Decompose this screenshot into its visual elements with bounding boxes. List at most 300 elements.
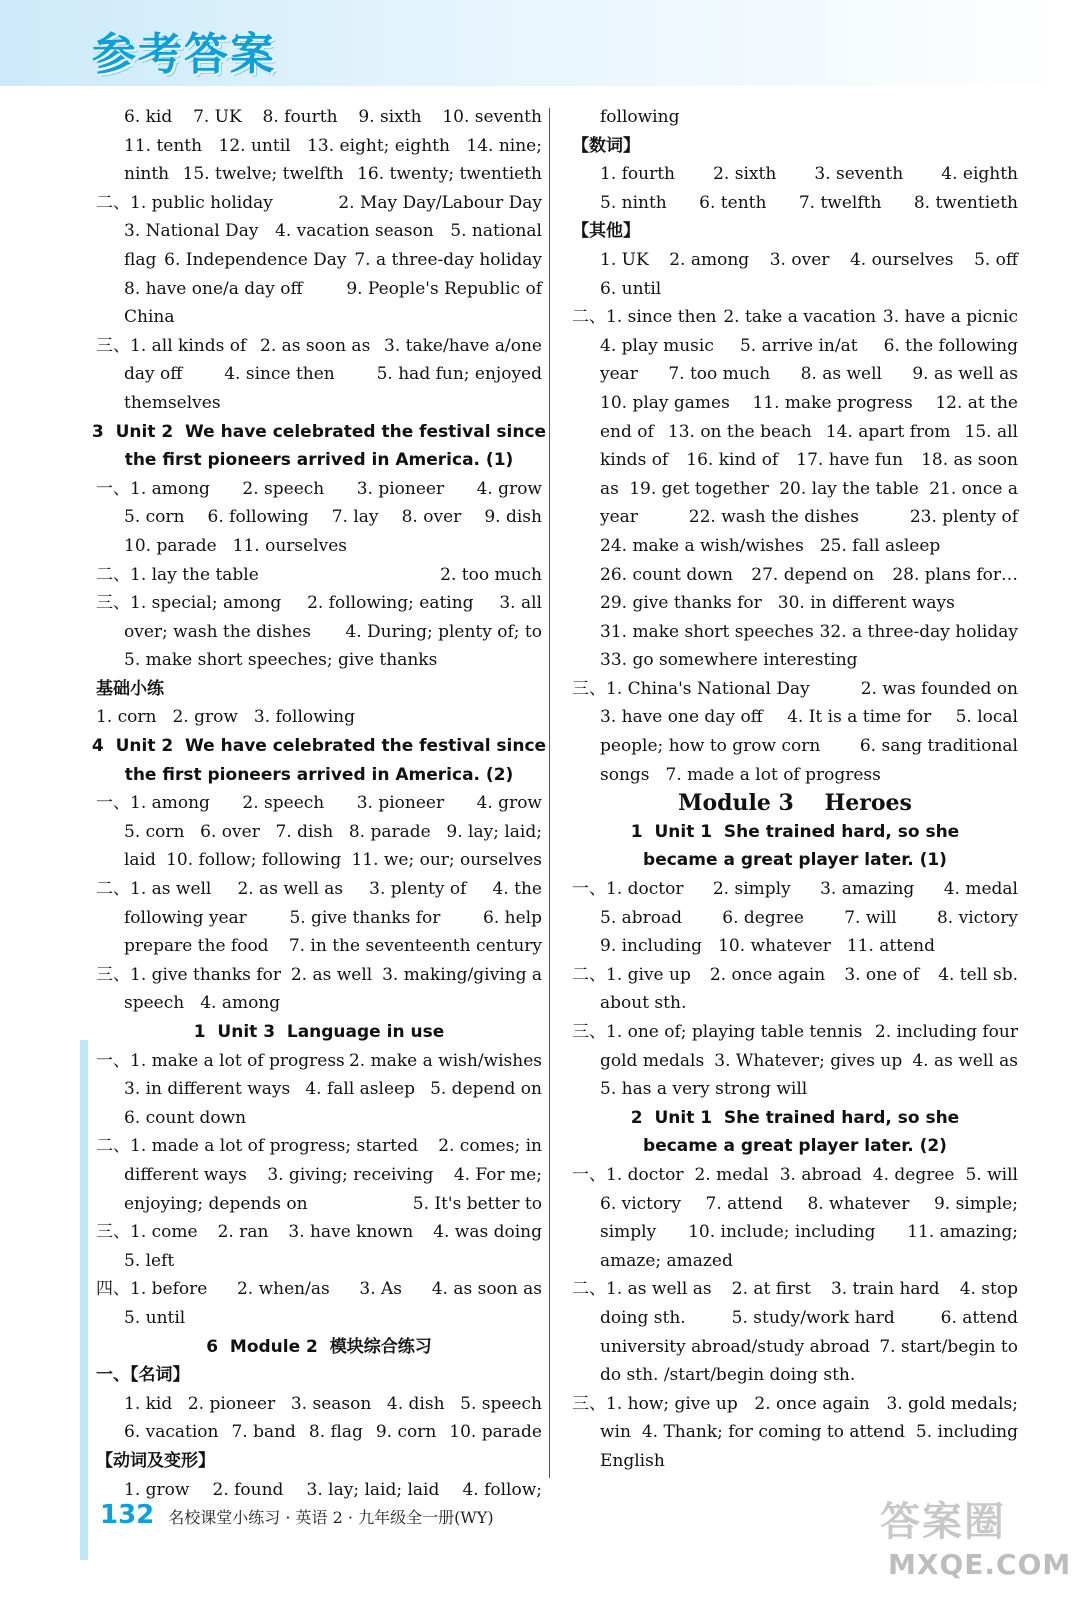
book-title: 名校课堂小练习 · 英语 2 · 九年级全一册(WY) xyxy=(168,1508,494,1527)
answer-item: day off xyxy=(124,364,183,385)
answer-item: 22. wash the dishes xyxy=(688,507,860,528)
right-column-line xyxy=(572,789,1018,818)
right-column-line xyxy=(572,132,1018,161)
answer-item: 三、1. give thanks for xyxy=(96,964,281,985)
answer-item: 基础小练 xyxy=(96,678,164,699)
right-column-line xyxy=(572,932,1018,961)
answer-item: 6. count down xyxy=(124,1107,247,1128)
answer-item: 2. take a vacation xyxy=(723,307,877,328)
answer-item: 三、1. how; give up xyxy=(572,1393,738,1414)
right-column-line xyxy=(572,1247,1018,1276)
answer-item: the first pioneers arrived in America. (1) xyxy=(124,450,514,471)
left-column-line xyxy=(96,875,542,904)
answer-item: 5. corn xyxy=(124,507,185,528)
answer-item: 8. parade xyxy=(348,821,431,842)
left-column-line xyxy=(91,732,547,761)
answer-item: 7. made a lot of progress xyxy=(665,764,881,785)
left-column-line xyxy=(96,1361,542,1390)
answer-item: 1. corn xyxy=(96,707,157,728)
right-column-line xyxy=(572,189,1018,218)
answer-item: following year xyxy=(124,907,247,928)
right-column-line xyxy=(572,1361,1018,1390)
answer-item: 9. sixth xyxy=(358,107,422,127)
answer-item: 二、1. public holiday xyxy=(96,192,273,213)
answer-item: Module 3 Heroes xyxy=(678,790,912,817)
answer-item: 6. the following xyxy=(883,335,1018,356)
margin-accent-bar xyxy=(80,1040,88,1560)
answer-item: China xyxy=(124,307,175,328)
answer-item: 2. as well as xyxy=(237,879,344,900)
answer-item: 1 Unit 1 She trained hard, so she xyxy=(630,821,960,842)
left-column-line xyxy=(91,418,547,447)
right-column-line xyxy=(572,1161,1018,1190)
right-column-line xyxy=(572,761,1018,790)
answer-item: 9. dish xyxy=(484,507,542,528)
answer-item: 4. since then xyxy=(224,364,335,385)
right-column-line xyxy=(572,332,1018,361)
answer-item: 2. once again xyxy=(754,1393,870,1414)
left-column-line xyxy=(96,989,542,1018)
answer-item: 18. as soon xyxy=(921,450,1018,471)
answer-item: 三、1. all kinds of xyxy=(96,335,247,356)
right-column-line xyxy=(572,1075,1018,1104)
answer-item: 3. pioneer xyxy=(356,478,445,499)
answer-item: 四、1. before xyxy=(96,1279,208,1300)
answer-item: 【动词及变形】 xyxy=(96,1450,215,1471)
answer-item: 6. attend xyxy=(940,1307,1018,1328)
answer-item: 2. comes; in xyxy=(438,1136,542,1157)
answer-item: 4. eighth xyxy=(941,164,1018,185)
answer-item: 10. play games xyxy=(600,392,730,413)
answer-item: 7. dish xyxy=(275,821,334,842)
answer-item: 一、1. among xyxy=(96,793,210,814)
answer-item: 6. help xyxy=(483,907,542,928)
answer-item: 4. grow xyxy=(476,478,542,499)
answer-item: 7. UK xyxy=(193,107,242,127)
answer-item: 7. attend xyxy=(705,1193,783,1214)
answer-item: 3. have one day off xyxy=(600,707,763,728)
answer-item: 3. seventh xyxy=(814,164,904,185)
answer-item: 6. Independence Day xyxy=(164,249,347,270)
left-column-line xyxy=(96,389,542,418)
answer-item: 33. go somewhere interesting xyxy=(600,650,858,671)
answer-item: 6. victory xyxy=(600,1193,681,1214)
answer-item: 20. lay the table xyxy=(779,478,919,499)
answer-item: 4. It is a time for xyxy=(787,707,932,728)
answer-item: 7. in the seventeenth century xyxy=(288,936,542,957)
answer-item: 一、【名词】 xyxy=(96,1365,190,1386)
answer-item: 3. season xyxy=(290,1393,372,1414)
answer-item: 10. parade xyxy=(449,1422,542,1443)
answer-item: 二、1. as well xyxy=(96,879,212,900)
right-column-line xyxy=(572,1447,1018,1476)
answer-item: 5. ninth xyxy=(600,192,667,213)
answer-item: 26. count down xyxy=(600,564,733,585)
answer-item: 7. band xyxy=(231,1422,296,1443)
answer-item: 2. simply xyxy=(712,879,791,900)
answer-item: 11. we; our; ourselves xyxy=(351,850,542,871)
left-column-line xyxy=(96,1161,542,1190)
answer-item: 9. including xyxy=(600,936,703,957)
answer-item: 二、1. lay the table xyxy=(96,564,259,585)
answer-item: 2. among xyxy=(669,249,750,270)
answer-item: 11. amazing; xyxy=(907,1222,1018,1243)
answer-item: 1 Unit 3 Language in use xyxy=(193,1022,445,1042)
answer-item: 15. all xyxy=(964,421,1018,442)
answer-item: 5. abroad xyxy=(600,907,683,928)
answer-item: 5. including xyxy=(915,1422,1018,1443)
left-column-line xyxy=(96,1104,542,1133)
left-column-line xyxy=(96,761,542,790)
answer-item: 14. apart from xyxy=(825,421,951,442)
answer-item: 5. until xyxy=(124,1307,186,1328)
left-column-line xyxy=(96,132,542,161)
answer-item: 31. make short speeches xyxy=(600,621,814,642)
answer-item: 7. a three-day holiday xyxy=(354,249,542,270)
answer-item: do sth. /start/begin doing sth. xyxy=(600,1365,856,1386)
answer-item: university abroad/study abroad xyxy=(600,1336,871,1357)
answer-item: 9. simple; xyxy=(933,1193,1018,1214)
answer-item: 3. over xyxy=(769,249,830,270)
right-column-line xyxy=(572,475,1018,504)
right-column-line xyxy=(572,503,1018,532)
answer-item: 2. May Day/Labour Day xyxy=(338,192,542,213)
right-column-line xyxy=(572,1304,1018,1333)
right-answer-column xyxy=(572,103,1018,1476)
answer-item: 4. was doing xyxy=(433,1222,542,1243)
answer-item: 3. making/giving a xyxy=(382,964,542,985)
answer-item: 28. plans for… xyxy=(892,564,1018,585)
answer-item: 4. stop xyxy=(959,1279,1018,1300)
answer-item: 27. depend on xyxy=(751,564,875,585)
answer-item: 2 Unit 1 She trained hard, so she xyxy=(630,1107,960,1128)
answer-item: 2. speech xyxy=(242,793,325,814)
right-column-line xyxy=(572,418,1018,447)
answer-item: themselves xyxy=(124,392,221,413)
answer-item: became a great player later. (1) xyxy=(643,850,947,871)
right-column-line xyxy=(572,217,1018,246)
answer-item: 10. seventh xyxy=(442,107,542,127)
left-column-line xyxy=(96,246,542,275)
right-column-line xyxy=(572,561,1018,590)
answer-item: 5. will xyxy=(965,1164,1018,1185)
answer-item: 1. grow xyxy=(124,1479,190,1500)
answer-item: people; how to grow corn xyxy=(600,736,821,757)
left-column-line xyxy=(96,532,542,561)
answer-item: 3. giving; receiving xyxy=(267,1164,434,1185)
right-column-line xyxy=(572,1218,1018,1247)
answer-item: 5. left xyxy=(124,1250,175,1271)
answer-item: 16. kind of xyxy=(686,450,779,471)
answer-item: 23. plenty of xyxy=(909,507,1018,528)
right-column-line xyxy=(572,675,1018,704)
left-column-line xyxy=(96,303,542,332)
answer-item: 5. national xyxy=(450,221,542,242)
left-column-line xyxy=(96,1247,542,1276)
answer-item: 二、1. since then xyxy=(572,307,717,328)
answer-item: 3. have known xyxy=(288,1222,414,1243)
answer-item: 5. give thanks for xyxy=(289,907,441,928)
answer-item: 2. once again xyxy=(709,964,826,985)
answer-item: 3. pioneer xyxy=(356,793,445,814)
right-column-line xyxy=(572,732,1018,761)
watermark-text: 答案圈 xyxy=(880,1499,1006,1545)
right-column-line xyxy=(572,160,1018,189)
left-column-line xyxy=(96,1218,542,1247)
answer-item: 4. For me; xyxy=(453,1164,542,1185)
column-divider xyxy=(549,108,550,1478)
answer-item: 10. include; including xyxy=(688,1222,876,1243)
right-column-line xyxy=(572,1333,1018,1362)
answer-item: prepare the food xyxy=(124,936,269,957)
answer-item: win xyxy=(600,1422,631,1443)
answer-item: 2. make a wish/wishes xyxy=(348,1050,542,1071)
left-column-line xyxy=(96,1047,542,1076)
answer-item: 3. National Day xyxy=(124,221,259,242)
answer-item: 29. give thanks for xyxy=(600,593,762,614)
answer-item: 13. eight; eighth xyxy=(307,135,450,156)
answer-item: year xyxy=(600,507,638,528)
left-column-line xyxy=(96,103,542,132)
answer-item: simply xyxy=(600,1222,657,1243)
answer-item: 6. sang traditional xyxy=(859,736,1018,757)
answer-item: 3 Unit 2 We have celebrated the festival since xyxy=(91,421,547,442)
answer-item: 【数词】 xyxy=(572,135,640,156)
answer-item: 二、1. give up xyxy=(572,964,691,985)
answer-item: 10. whatever xyxy=(718,936,831,957)
answer-item: 4. tell sb. xyxy=(938,964,1018,985)
answer-item: amaze; amazed xyxy=(600,1250,733,1271)
answer-item: enjoying; depends on xyxy=(124,1193,308,1214)
right-column-line xyxy=(572,589,1018,618)
answer-item: 8. fourth xyxy=(262,107,338,127)
left-column-line xyxy=(96,789,542,818)
answer-item: 一、1. doctor xyxy=(572,1164,684,1185)
answer-item: 3. Whatever; gives up xyxy=(714,1050,903,1071)
answer-item: 三、1. special; among xyxy=(96,593,282,614)
answer-item: 9. lay; laid; xyxy=(446,821,542,842)
answer-item: 8. over xyxy=(401,507,462,528)
page-footer xyxy=(100,1500,494,1530)
answer-item: 5. study/work hard xyxy=(731,1307,895,1328)
right-column-line xyxy=(572,875,1018,904)
answer-item: 4. Thank; for coming to attend xyxy=(641,1422,906,1443)
answer-item: 11. make progress xyxy=(752,392,913,413)
answer-item: the first pioneers arrived in America. (2) xyxy=(124,764,514,785)
answer-item: 3. lay; laid; laid xyxy=(306,1479,440,1500)
answer-item: speech xyxy=(124,993,185,1014)
answer-item: 3. gold medals; xyxy=(886,1393,1018,1414)
answer-item: 6. kid xyxy=(124,107,173,127)
answer-item: 2. ran xyxy=(217,1222,269,1243)
left-column-line xyxy=(96,332,542,361)
answer-item: 7. will xyxy=(844,907,897,928)
answer-item: 9. as well as xyxy=(912,364,1018,385)
answer-item: 6. until xyxy=(600,278,662,299)
answer-item: 11. attend xyxy=(846,936,935,957)
right-column-line xyxy=(572,818,1018,847)
left-column-line xyxy=(96,475,542,504)
answer-item: English xyxy=(600,1450,665,1471)
answer-item: ninth xyxy=(124,164,170,185)
answer-item: 5. had fun; enjoyed xyxy=(376,364,542,385)
answer-item: 3. amazing xyxy=(820,879,915,900)
answer-item: 4. degree xyxy=(872,1164,955,1185)
page-title: 参考答案 xyxy=(92,29,276,80)
answer-item: 7. lay xyxy=(331,507,379,528)
left-column-line xyxy=(96,675,542,704)
answer-item: 11. tenth xyxy=(124,135,203,156)
right-column-line xyxy=(572,646,1018,675)
answer-item: 21. once a xyxy=(929,478,1018,499)
answer-item: 3. As xyxy=(359,1279,403,1300)
watermark-logo xyxy=(880,1490,1072,1590)
answer-item: 4. fall asleep xyxy=(305,1079,415,1100)
answer-item: 3. in different ways xyxy=(124,1079,291,1100)
answer-item: 2. including four xyxy=(874,1022,1018,1042)
answer-item: 三、1. come xyxy=(96,1222,198,1243)
answer-item: 4 Unit 2 We have celebrated the festival since xyxy=(91,736,547,757)
watermark-url: MXQE.COM xyxy=(888,1548,1072,1581)
answer-item: 6. over xyxy=(200,821,260,842)
answer-item: 6. degree xyxy=(722,907,804,928)
answer-item: 一、1. doctor xyxy=(572,879,684,900)
left-column-line xyxy=(96,932,542,961)
left-column-line xyxy=(96,1018,542,1047)
answer-item: 2. grow xyxy=(172,707,238,728)
answer-item: 三、1. one of; playing table tennis xyxy=(572,1022,863,1042)
answer-item: 30. in different ways xyxy=(777,593,955,614)
answer-item: 5. depend on xyxy=(430,1079,542,1100)
answer-item: 2. sixth xyxy=(713,164,777,185)
left-column-line xyxy=(96,589,542,618)
right-column-line xyxy=(572,446,1018,475)
left-column-line xyxy=(96,703,542,732)
answer-item: 10. parade xyxy=(124,535,217,556)
answer-item: 10. follow; following xyxy=(166,850,342,871)
answer-item: different ways xyxy=(124,1164,247,1185)
right-column-line xyxy=(572,360,1018,389)
answer-item: 5. corn xyxy=(124,821,185,842)
answer-item: became a great player later. (2) xyxy=(643,1136,947,1157)
right-column-line xyxy=(572,703,1018,732)
answer-item: 24. make a wish/wishes xyxy=(600,535,804,556)
answer-item: 8. whatever xyxy=(807,1193,910,1214)
right-column-line xyxy=(572,989,1018,1018)
answer-item: gold medals xyxy=(600,1050,705,1071)
left-column-line xyxy=(96,217,542,246)
answer-item: 6. following xyxy=(207,507,309,528)
answer-item: 2. speech xyxy=(242,478,325,499)
left-column-line xyxy=(96,618,542,647)
answer-item: 9. corn xyxy=(375,1422,437,1443)
answer-item: 2. medal xyxy=(694,1164,769,1185)
left-column-line xyxy=(96,846,542,875)
answer-item: 1. kid xyxy=(124,1393,173,1414)
answer-item: 11. ourselves xyxy=(232,535,348,556)
answer-item: 7. too much xyxy=(668,364,771,385)
answer-item: 2. when/as xyxy=(236,1279,330,1300)
left-column-line xyxy=(96,446,542,475)
answer-item: 14. nine; xyxy=(466,135,542,156)
left-column-line xyxy=(96,503,542,532)
answer-item: end of xyxy=(600,421,654,442)
answer-item: 19. get together xyxy=(629,478,769,499)
answer-item: 4. ourselves xyxy=(849,249,954,270)
answer-item: 5. arrive in/at xyxy=(739,335,858,356)
answer-item: 3. take/have a/one xyxy=(384,335,542,356)
answer-item: 3. train hard xyxy=(830,1279,940,1300)
answer-item: 2. found xyxy=(212,1479,284,1500)
left-column-line xyxy=(96,1418,542,1447)
left-column-line xyxy=(96,1275,542,1304)
right-column-line xyxy=(572,961,1018,990)
answer-item: 【其他】 xyxy=(572,221,640,242)
answer-item: 4. dish xyxy=(386,1393,445,1414)
left-column-line xyxy=(96,1132,542,1161)
right-column-line xyxy=(572,103,1018,132)
answer-item: 3. plenty of xyxy=(369,879,467,900)
left-column-line xyxy=(96,1390,542,1419)
answer-item: 3. one of xyxy=(844,964,920,985)
answer-item: 3. following xyxy=(253,707,355,728)
answer-item: 8. victory xyxy=(936,907,1018,928)
answer-item: 12. until xyxy=(218,135,291,156)
answer-item: 5. It's better to xyxy=(412,1193,542,1214)
right-column-line xyxy=(572,1418,1018,1447)
answer-item: 5. has a very strong will xyxy=(600,1079,808,1100)
left-column-line xyxy=(96,275,542,304)
answer-item: 5. speech xyxy=(460,1393,542,1414)
answer-item: 二、1. made a lot of progress; started xyxy=(96,1136,419,1157)
answer-item: 2. pioneer xyxy=(187,1393,276,1414)
answer-item: 2. at first xyxy=(731,1279,811,1300)
right-column-line xyxy=(572,904,1018,933)
answer-item: 二、1. as well as xyxy=(572,1279,712,1300)
answer-item: 4. During; plenty of; to xyxy=(345,621,542,642)
answer-item: 4. vacation season xyxy=(275,221,434,242)
answer-item: laid xyxy=(124,850,156,871)
answer-item: 8. as well xyxy=(800,364,882,385)
answer-item: 32. a three-day holiday xyxy=(819,621,1018,642)
answer-item: 4. the xyxy=(492,879,542,900)
answer-item: as xyxy=(600,478,619,499)
answer-item: 9. People's Republic of xyxy=(346,278,542,299)
answer-item: 5. local xyxy=(955,707,1018,728)
right-column-line xyxy=(572,1047,1018,1076)
answer-item: year xyxy=(600,364,638,385)
right-column-line xyxy=(572,303,1018,332)
answer-item: 8. have one/a day off xyxy=(124,278,303,299)
answer-item: 2. was founded on xyxy=(860,678,1018,699)
right-column-line xyxy=(572,532,1018,561)
left-column-line xyxy=(96,646,542,675)
left-column-line xyxy=(96,1190,542,1219)
left-column-line xyxy=(96,189,542,218)
answer-item: 1. fourth xyxy=(600,164,676,185)
answer-item: 4. play music xyxy=(600,335,714,356)
right-column-line xyxy=(572,1104,1018,1133)
answer-item: 一、1. make a lot of progress xyxy=(96,1050,345,1071)
answer-item: about sth. xyxy=(600,993,687,1014)
right-column-line xyxy=(572,1132,1018,1161)
page-number: 132 xyxy=(100,1500,155,1530)
answer-item: 2. as soon as xyxy=(260,335,371,356)
answer-item: 5. off xyxy=(974,249,1018,270)
answer-item: 13. on the beach xyxy=(667,421,812,442)
right-column-line xyxy=(572,1190,1018,1219)
right-column-line xyxy=(572,1390,1018,1419)
